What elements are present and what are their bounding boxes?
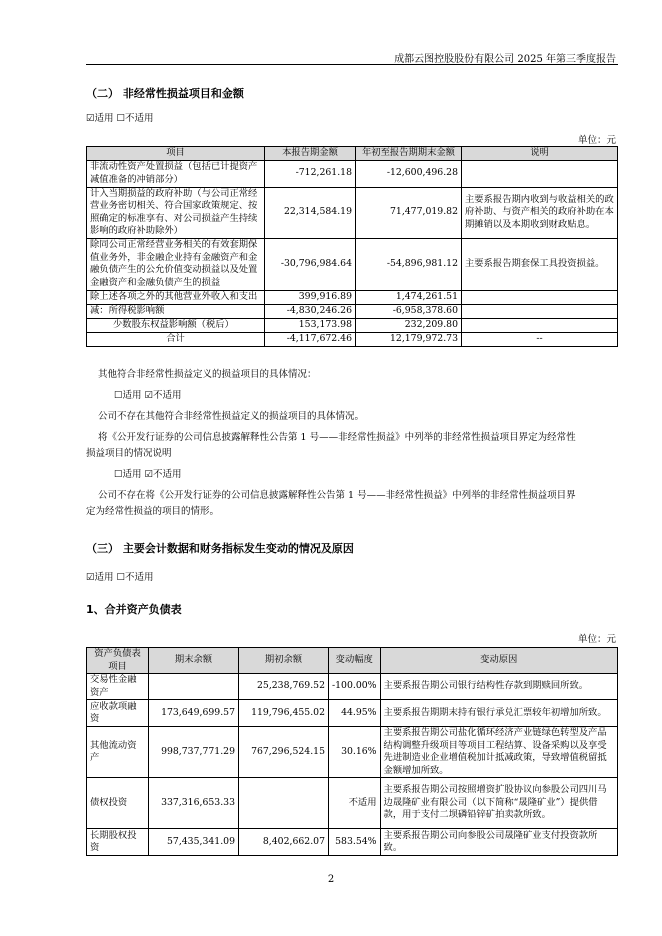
item-cell: 减：所得税影响额 — [87, 304, 265, 318]
table-total-row — [87, 332, 618, 346]
begin-balance-cell — [239, 778, 329, 829]
applicability-checkbox[interactable]: ☑适用 ☐不适用 — [86, 113, 154, 124]
ytd-cell: 71,477,019.82 — [356, 187, 462, 238]
paragraph: 公司不存在其他符合非经常性损益定义的损益项目的具体情况。 — [98, 411, 365, 422]
item-cell: 应收款项融资 — [87, 700, 149, 727]
total-current: -4,117,672.46 — [265, 332, 356, 346]
item-cell: 长期股权投资 — [87, 829, 149, 856]
item-cell: 交易性金融资产 — [87, 674, 149, 700]
begin-balance-cell: 119,796,455.02 — [239, 700, 329, 727]
table-row — [87, 304, 618, 318]
table-row — [87, 674, 618, 700]
applicability-checkbox[interactable]: ☐适用 ☑不适用 — [114, 469, 182, 480]
col-header: 说明 — [462, 147, 618, 161]
table-row — [87, 829, 618, 856]
change-cell: 30.16% — [329, 727, 381, 778]
paragraph: 公司不存在将《公开发行证券的公司信息披露解释性公告第 1 号——非经常性损益》中列举的非经常性损益项目界 — [98, 490, 576, 501]
reason-cell: 主要系报告期公司按照增资扩股协议向参股公司四川马边晟隆矿业有限公司（以下简称“晟隆矿业”）提供借款，用于支付二坝磷铅锌矿拍卖款所致。 — [380, 778, 617, 829]
applicability-checkbox[interactable]: ☑适用 ☐不适用 — [86, 572, 154, 583]
table-row — [87, 318, 618, 332]
reason-cell: 主要系报告期期末持有银行承兑汇票较年初增加所致。 — [380, 700, 617, 727]
balance-sheet-table — [86, 647, 618, 856]
note-cell: 主要系报告期套保工具投资损益。 — [462, 238, 618, 290]
note-cell — [462, 304, 618, 318]
current-cell: 22,314,584.19 — [265, 187, 356, 238]
unit-label: 单位：元 — [577, 135, 616, 146]
total-label: 合计 — [87, 332, 265, 346]
page-header: 成都云图控股股份有限公司 2025 年第三季度报告 — [394, 54, 616, 65]
current-cell: -4,830,246.26 — [265, 304, 356, 318]
paragraph: 将《公开发行证券的公司信息披露解释性公告第 1 号——非经常性损益》中列举的非经常性损益项目界定为经常性 — [98, 432, 576, 443]
nonrecurring-table — [86, 146, 618, 347]
item-cell: 债权投资 — [87, 778, 149, 829]
reason-cell: 主要系报告期公司向参股公司晟隆矿业支付投资款所致。 — [380, 829, 617, 856]
ytd-cell: -12,600,496.28 — [356, 160, 462, 187]
table-row — [87, 160, 618, 187]
end-balance-cell: 173,649,699.57 — [149, 700, 239, 727]
table-row — [87, 778, 618, 829]
col-header: 资产负债表项目 — [87, 648, 149, 674]
current-cell: 399,916.89 — [265, 290, 356, 304]
col-header: 期初余额 — [239, 648, 329, 674]
paragraph: 定为经常性损益的项目的情形。 — [86, 506, 220, 517]
col-header: 本报告期金额 — [265, 147, 356, 161]
total-ytd: 12,179,972.73 — [356, 332, 462, 346]
current-cell: -712,261.18 — [265, 160, 356, 187]
page-number: 2 — [327, 874, 335, 885]
end-balance-cell: 57,435,341.09 — [149, 829, 239, 856]
item-cell: 少数股东权益影响额（税后） — [87, 318, 265, 332]
col-header: 项目 — [87, 147, 265, 161]
end-balance-cell — [149, 674, 239, 700]
unit-label: 单位：元 — [577, 634, 616, 645]
change-cell: -100.00% — [329, 674, 381, 700]
ytd-cell: -54,896,981.12 — [356, 238, 462, 290]
item-cell: 非流动性资产处置损益（包括已计提资产减值准备的冲销部分） — [87, 160, 265, 187]
table-header-row — [87, 648, 618, 674]
item-cell: 除同公司正常经营业务相关的有效套期保值业务外，非金融企业持有金融资产和金融负债产生的公允价值变动损益以及处置金融资产和金融负债产生的损益 — [87, 238, 265, 290]
item-cell: 计入当期损益的政府补助（与公司正常经营业务密切相关、符合国家政策规定、按照确定的标准享有、对公司损益产生持续影响的政府补助除外） — [87, 187, 265, 238]
paragraph: 损益项目的情况说明 — [86, 448, 172, 459]
begin-balance-cell: 25,238,769.52 — [239, 674, 329, 700]
change-cell: 44.95% — [329, 700, 381, 727]
begin-balance-cell: 767,296,524.15 — [239, 727, 329, 778]
begin-balance-cell: 8,402,662.07 — [239, 829, 329, 856]
table-row — [87, 187, 618, 238]
current-cell: -30,796,984.64 — [265, 238, 356, 290]
change-cell: 583.54% — [329, 829, 381, 856]
col-header: 变动原因 — [380, 648, 617, 674]
current-cell: 153,173.98 — [265, 318, 356, 332]
item-cell: 其他流动资产 — [87, 727, 149, 778]
reason-cell: 主要系报告期公司盐化循环经济产业链绿色转型及产品结构调整升级项目等项目工程结算、设备采购以及享受先进制造业企业增值税加计抵减政策，导致增值税留抵金额增加所致。 — [380, 727, 617, 778]
note-cell — [462, 318, 618, 332]
end-balance-cell: 998,737,771.29 — [149, 727, 239, 778]
table-row — [87, 290, 618, 304]
applicability-checkbox[interactable]: ☐适用 ☑不适用 — [114, 390, 182, 401]
paragraph: 其他符合非经常性损益定义的损益项目的具体情况： — [98, 369, 317, 380]
change-cell: 不适用 — [329, 778, 381, 829]
ytd-cell: 232,209.80 — [356, 318, 462, 332]
table-header-row — [87, 147, 618, 161]
section-title-nonrecurring: （二） 非经常性损益项目和金额 — [86, 87, 244, 100]
ytd-cell: -6,958,378.60 — [356, 304, 462, 318]
end-balance-cell: 337,316,653.33 — [149, 778, 239, 829]
ytd-cell: 1,474,261.51 — [356, 290, 462, 304]
note-cell — [462, 160, 618, 187]
table-row — [87, 700, 618, 727]
col-header: 期末余额 — [149, 648, 239, 674]
note-cell — [462, 290, 618, 304]
item-cell: 除上述各项之外的其他营业外收入和支出 — [87, 290, 265, 304]
col-header: 变动幅度 — [329, 648, 381, 674]
total-note: -- — [462, 332, 618, 346]
table-row — [87, 238, 618, 290]
header-divider — [86, 64, 618, 65]
table-row — [87, 727, 618, 778]
subsection-title: 1、合并资产负债表 — [86, 603, 182, 616]
section-title-changes: （三） 主要会计数据和财务指标发生变动的情况及原因 — [86, 542, 354, 555]
note-cell: 主要系报告期内收到与收益相关的政府补助、与资产相关的政府补助在本期摊销以及本期收到财政贴息。 — [462, 187, 618, 238]
reason-cell: 主要系报告期公司银行结构性存款到期赎回所致。 — [380, 674, 617, 700]
col-header: 年初至报告期期末金额 — [356, 147, 462, 161]
